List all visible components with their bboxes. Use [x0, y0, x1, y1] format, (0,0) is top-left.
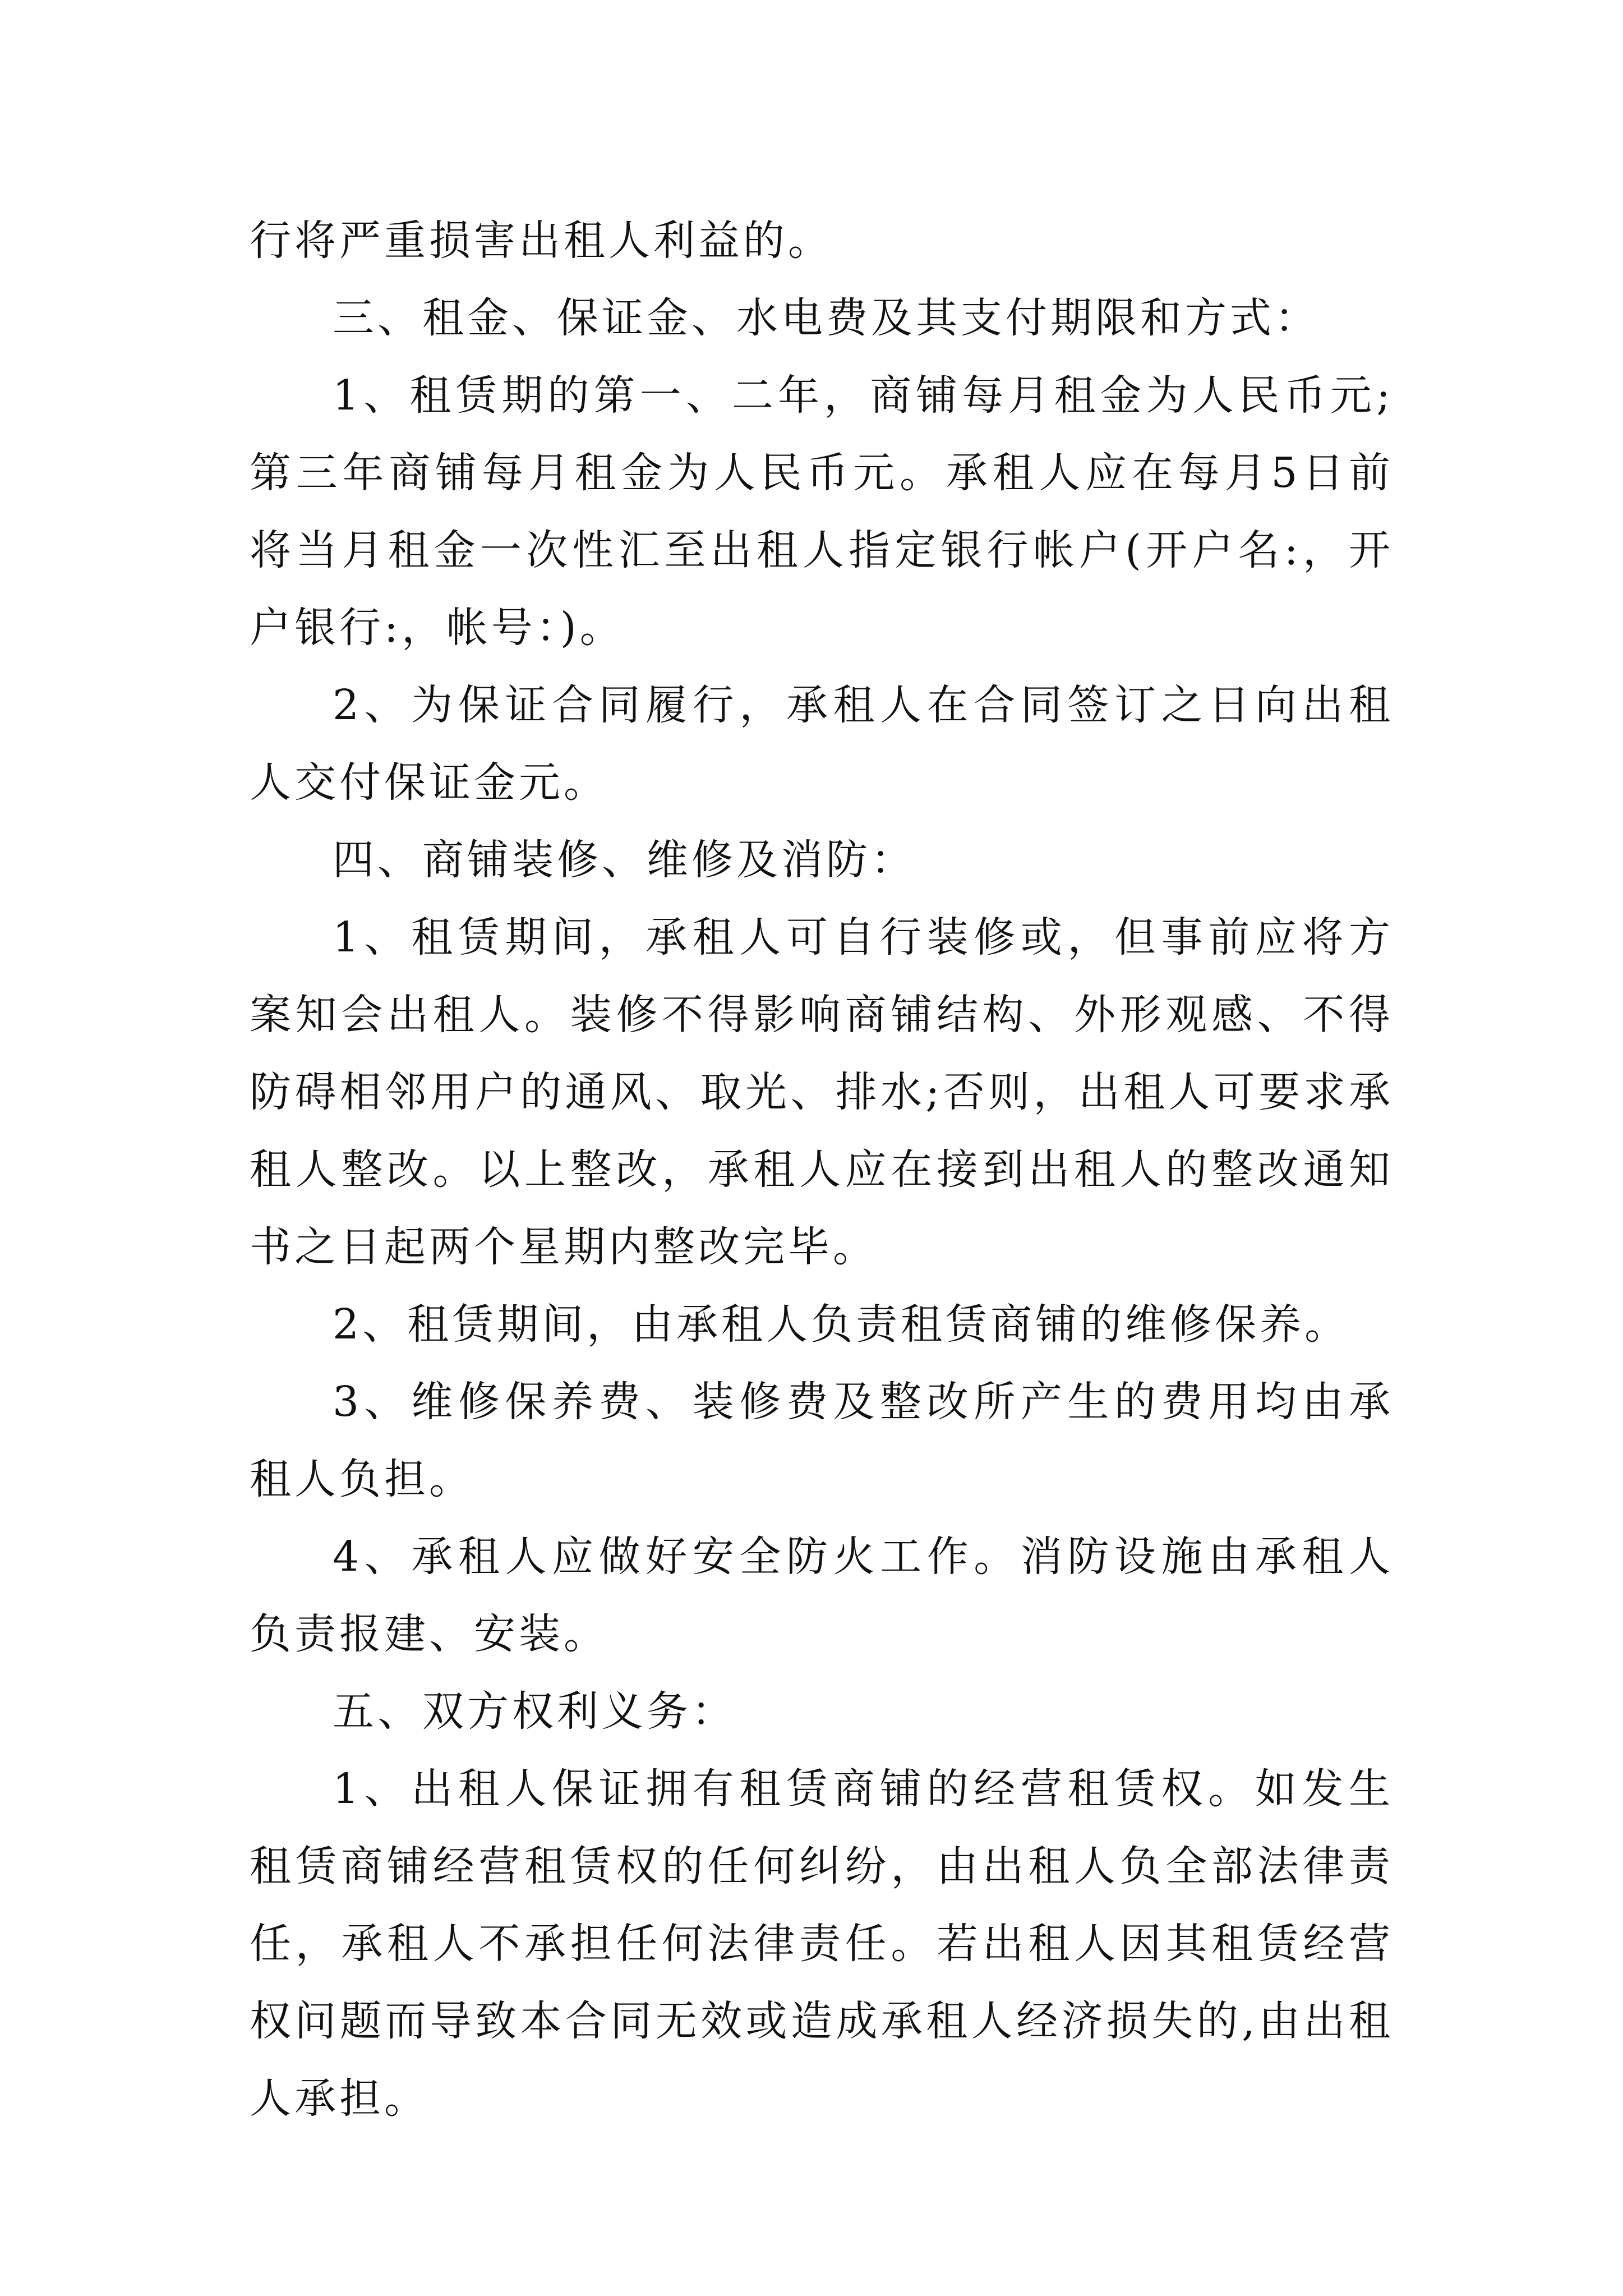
- clause-costs: 3、维修保养费、装修费及整改所产生的费用均由承租人负担。: [250, 1378, 1394, 1503]
- paragraph-continuation: 行将严重损害出租人利益的。: [250, 217, 833, 265]
- clause-deposit: 2、为保证合同履行，承租人在合同签订之日向出租人交付保证金元。: [250, 681, 1394, 807]
- clause-maintenance: 2、租赁期间，由承租人负责租赁商铺的维修保养。: [333, 1300, 1350, 1349]
- section-heading-rent: 三、租金、保证金、水电费及其支付期限和方式：: [333, 294, 1320, 342]
- clause-fire-safety: 4、承租人应做好安全防火工作。消防设施由承租人负责报建、安装。: [250, 1533, 1394, 1658]
- clause-rent-payment: 1、租赁期的第一、二年，商铺每月租金为人民币元;第三年商铺每月租金为人民币元。承租人应在每月5日前将当月租金一次性汇至出租人指定银行帐户(开户名:，开户银行:，帐号：)。: [250, 371, 1394, 652]
- section-heading-rights: 五、双方权利义务：: [333, 1687, 736, 1736]
- clause-lessor-guarantee: 1、出租人保证拥有租赁商铺的经营租赁权。如发生租赁商铺经营租赁权的任何纠纷，由出租人负全部法律责任，承租人不承担任何法律责任。若出租人因其租赁经营权问题而导致本合同无效或造成承租人经济损失的,由出租人承担。: [250, 1765, 1394, 2123]
- section-heading-renovation: 四、商铺装修、维修及消防：: [333, 836, 916, 884]
- clause-renovation: 1、租赁期间，承租人可自行装修或，但事前应将方案知会出租人。装修不得影响商铺结构、外形观感、不得防碍相邻用户的通风、取光、排水;否则，出租人可要求承租人整改。以上整改，承租人应在接到出租人的整改通知书之日起两个星期内整改完毕。: [250, 913, 1394, 1271]
- contract-body: [250, 202, 1394, 2137]
